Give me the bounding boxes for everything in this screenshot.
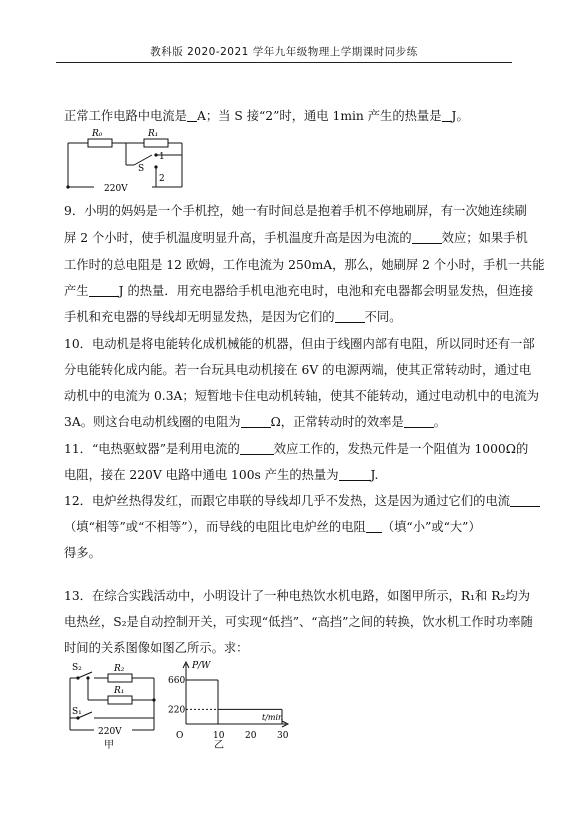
text-segment: 得多。 [64,546,101,560]
answer-blank [510,494,540,507]
text-line [64,336,535,352]
text-segment: 10．电动机是将电能转化成机械能的机器，但由于线圈内部有电阻，所以同时还有一部 [64,337,535,351]
text-segment: 动机中的电流为 0.3A；短暂地卡住电动机转轴，使其不能转动，通过电动机中的电流为 [64,389,540,403]
text-segment: 效应工作的，发热元件是一个阻值为 1000Ω的 [273,442,529,456]
text-segment: 手机和充电器的导线却无明显发热，是因为它们的 [64,310,335,324]
terminal-1-label: 1 [159,152,165,162]
text-segment: 产生 [64,284,89,298]
x-tick-label: 30 [277,731,289,741]
text-line [64,309,514,325]
s2-label: S₂ [72,663,82,673]
x-axis-label: t/min [262,713,284,722]
text-segment: 3A。则这台电动机线圈的电阻为 [64,415,241,429]
text-segment: 11．“电热驱蚊器”是利用电流的 [64,442,240,456]
text-segment: 。 [433,415,447,429]
answer-blank [89,284,119,297]
text-segment: J. [370,468,379,482]
y-tick-label: 220 [168,705,186,716]
text-segment: 时间的关系图像如图乙所示。求： [64,641,249,655]
answer-blank [241,415,271,428]
answer-blank [187,109,197,122]
text-line [64,283,534,299]
text-segment: 正常工作电路中电流是 [64,109,187,123]
figure-caption-jia: 甲 [104,740,114,750]
text-line [64,414,514,430]
y-tick-label: 660 [168,676,186,686]
text-segment: 电热丝，S₂是自动控制开关，可实现“低挡”、“高挡”之间的转换，饮水机工作时功率随 [64,615,533,629]
power-time-chart [166,658,296,752]
text-segment: （填“小”或“大”） [381,520,481,534]
voltage-label: 220V [98,727,122,737]
text-line [64,519,514,535]
text-line [64,640,514,656]
text-line [64,588,531,604]
answer-blank [339,468,371,481]
x-tick-label: O [176,731,184,741]
text-line [64,467,514,483]
r1-label: R₁ [114,686,125,696]
text-segment: 效应；如果手机 [441,231,528,245]
text-segment: J 的热量．用充电器给手机电池充电时，电池和充电器都会明显发热，但连接 [118,284,534,298]
text-segment: 电阻，接在 220V 电路中通电 100s 产生的热量为 [64,468,339,482]
text-segment: 工作时的总电阻是 12 欧姆，工作电流为 250mA，那么，她刷屏 2 个小时，手机一共能 [64,258,545,272]
text-line [64,493,514,509]
figure-caption-yi: 乙 [214,740,224,751]
answer-blank [335,310,365,323]
header-divider [56,62,512,63]
answer-blank [442,109,452,122]
text-segment: （填“相等”或“不相等”），而导线的电阻比电炉丝的电阻 [64,520,366,534]
r2-label: R₂ [114,664,125,674]
text-line [64,257,545,273]
voltage-label: 220V [104,184,128,194]
r0-label: R₀ [92,129,103,139]
text-line [64,614,533,630]
text-line [64,362,532,378]
page-header: 教科版 2020-2021 学年九年级物理上学期课时同步练 [150,46,418,58]
text-segment: 分电能转化成内能。若一台玩具电动机接在 6V 的电源两端，使其正常转动时，通过电 [64,363,532,377]
text-segment: Ω，正常转动时的效率是 [270,415,404,429]
terminal-2-label: 2 [159,174,165,184]
y-axis-label: P/W [192,661,211,671]
text-line [64,203,527,219]
text-segment: 9．小明的妈妈是一个手机控，她一有时间总是抱着手机不停地刷屏，有一次她连续刷 [64,204,527,218]
text-line [64,441,529,457]
x-tick-label: 10 [213,731,225,741]
text-segment: J。 [451,109,469,123]
answer-blank [412,231,442,244]
switch-s-label: S [138,164,145,174]
text-line [64,545,514,561]
text-segment: 屏 2 个小时，使手机温度明显升高，手机温度升高是因为电流的 [64,231,412,245]
text-segment: 13．在综合实践活动中，小明设计了一种电热饮水机电路，如图甲所示，R₁和 R₂均为 [64,589,531,603]
answer-blank [240,442,274,455]
circuit-diagram-jia [64,660,164,750]
x-tick-label: 20 [245,731,257,741]
text-line [64,230,528,246]
text-segment: A；当 S 接“2”时，通电 1min 产生的热量是 [196,109,442,123]
text-segment: 不同。 [364,310,402,324]
s1-label: S₁ [72,707,82,717]
circuit-diagram-1 [60,125,195,195]
text-segment: 12．电炉丝热得发红，而跟它串联的导线却几乎不发热，这是因为通过它们的电流 [64,494,511,508]
r1-label: R₁ [148,129,159,139]
text-line [64,108,514,124]
answer-blank [404,415,434,428]
answer-blank [366,520,382,533]
text-line [64,388,540,404]
